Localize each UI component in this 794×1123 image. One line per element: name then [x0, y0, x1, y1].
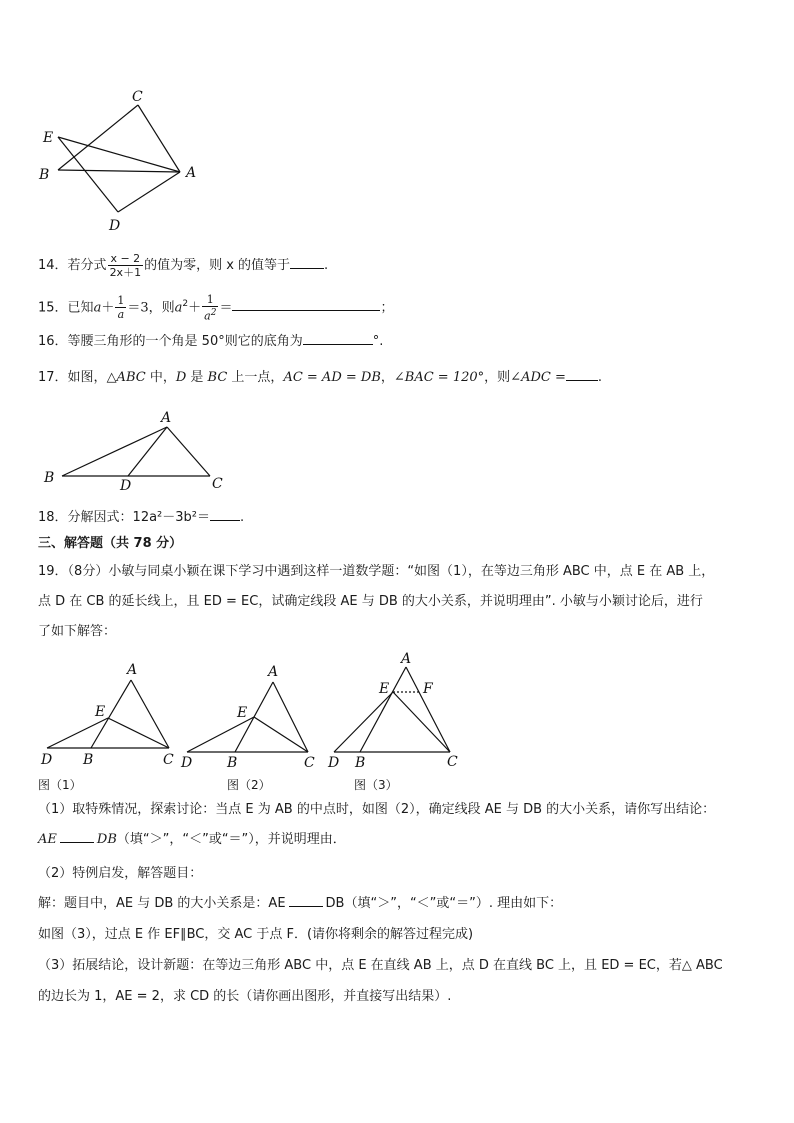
- q17-abc: △ABC: [106, 370, 146, 385]
- label-B: B: [227, 755, 238, 771]
- q15-sq1: 2: [182, 299, 189, 309]
- q15-eq3: ＝3: [127, 300, 149, 316]
- label-D: D: [328, 755, 340, 771]
- q14-number: 14．: [38, 258, 68, 273]
- label-C: C: [132, 89, 143, 105]
- q19-part1-line2: [38, 830, 346, 850]
- q17-eqs: AC = AD = DB: [283, 370, 381, 385]
- figure-19-1: [35, 660, 185, 792]
- label-F: F: [423, 681, 433, 697]
- segment-AD: [128, 427, 167, 476]
- label-A: A: [186, 165, 197, 181]
- question-18: [38, 508, 244, 528]
- segment-AC: [406, 667, 450, 752]
- q19-line2: 点 D 在 CB 的延长线上，且 ED = EC，试确定线段 AE 与 DB 的大小关系，并说明理由”. 小敏与小颖讨论后，进行: [38, 594, 703, 609]
- q15-frac1-den: a: [117, 308, 125, 322]
- label-D: D: [41, 752, 53, 768]
- q14-frac-den: 2x＋1: [109, 266, 142, 279]
- q17-t1: 如图，: [67, 370, 107, 385]
- q17-t2: 中，: [145, 370, 176, 385]
- question-15: [38, 293, 393, 323]
- q15-eq: ＝: [219, 300, 233, 316]
- q16-number: 16．: [38, 334, 68, 349]
- label-C: C: [304, 755, 315, 771]
- label-E: E: [43, 130, 54, 146]
- q19-p2-sol-post: DB（填“＞”，“＜”或“＝”）. 理由如下：: [325, 896, 563, 911]
- q14-blank[interactable]: [290, 256, 324, 269]
- segment-AB: [360, 667, 406, 752]
- figure-19-1-caption: 图（1）: [38, 778, 82, 792]
- label-B: B: [39, 167, 50, 183]
- question-17: [38, 368, 602, 388]
- q17-bc: BC: [207, 370, 228, 385]
- segment-BA: [58, 170, 180, 172]
- q19-line3: 了如下解答：: [38, 624, 117, 639]
- segment-AC: [131, 680, 169, 748]
- q15-end: ；: [380, 300, 394, 316]
- segment-CB: [58, 105, 138, 170]
- q15-frac2-a: a: [204, 309, 211, 323]
- segment-DE: [47, 718, 108, 748]
- q15-then: ，则: [148, 300, 175, 316]
- q19-p1-ae: AE: [38, 832, 57, 847]
- q15-sq2: 2: [210, 308, 217, 318]
- figure-17: [40, 408, 240, 493]
- q14-frac-num: x − 2: [108, 252, 144, 266]
- label-A: A: [161, 410, 172, 426]
- segment-ED: [58, 137, 118, 212]
- q19-p1-blank[interactable]: [60, 830, 94, 843]
- label-D: D: [181, 755, 193, 771]
- q19-part2-line3: 如图（3），过点 E 作 EF∥BC，交 AC 于点 F．(请你将剩余的解答过程完成): [38, 927, 474, 942]
- segment-DA: [118, 172, 180, 212]
- label-B: B: [355, 755, 366, 771]
- q18-text: 分解因式：12a²－3b²＝: [67, 510, 211, 525]
- q15-frac2: [202, 293, 218, 323]
- q17-t4: 上一点，: [227, 370, 284, 385]
- q15-blank[interactable]: [232, 298, 380, 311]
- label-A: A: [268, 664, 279, 680]
- q18-blank[interactable]: [210, 508, 240, 521]
- segment-AC: [167, 427, 210, 476]
- q17-t3: 是: [186, 370, 208, 385]
- segment-BA: [62, 427, 167, 476]
- q19-p1-db: DB: [96, 832, 117, 847]
- q17-number: 17．: [38, 370, 68, 385]
- figure-19-2: [175, 660, 325, 792]
- q14-post: 的值为零，则 x 的值等于: [144, 258, 291, 273]
- segment-DE: [334, 692, 393, 752]
- q17-blank[interactable]: [566, 368, 598, 381]
- q15-a2: a: [174, 300, 183, 316]
- label-B: B: [44, 470, 55, 486]
- q17-d: D: [175, 370, 187, 385]
- q17-angle: ∠BAC = 120°: [393, 370, 485, 385]
- segment-AC: [273, 682, 308, 752]
- label-B: B: [83, 752, 94, 768]
- label-C: C: [447, 754, 458, 770]
- label-E: E: [379, 681, 390, 697]
- q17-t5: ，: [380, 370, 394, 385]
- q19-part3-line2: 的边长为 1，AE = 2，求 CD 的长（请你画出图形，并直接写出结果）.: [38, 989, 452, 1004]
- q15-pre: 已知: [67, 300, 94, 316]
- label-C: C: [212, 476, 223, 492]
- q16-text: 等腰三角形的一个角是 50°则它的底角为: [67, 334, 303, 349]
- segment-EC: [393, 692, 450, 752]
- figure-19-2-caption: 图（2）: [227, 778, 271, 792]
- q17-end: .: [597, 370, 602, 385]
- q16-blank[interactable]: [303, 332, 373, 345]
- figure-19-3-svg: [322, 650, 472, 770]
- q19-part3-line1: （3）拓展结论，设计新题：在等边三角形 ABC 中，点 E 在直线 AB 上，点 D 在直线 BC 上，且 ED = EC，若△ ABC: [38, 958, 723, 973]
- q15-frac2-den: [202, 307, 218, 323]
- label-D: D: [109, 218, 121, 234]
- q15-frac2-num: 1: [202, 293, 218, 307]
- q15-plus2: ＋: [188, 300, 202, 316]
- label-E: E: [95, 704, 106, 720]
- q15-frac1-num: 1: [117, 294, 125, 308]
- q19-part1-line1: （1）取特殊情况，探索讨论：当点 E 为 AB 的中点时，如图（2），确定线段 AE 与 DB 的大小关系，请你写出结论：: [38, 802, 716, 817]
- q18-number: 18．: [38, 510, 68, 525]
- q19-line1: 19．（8分）小敏与同桌小颖在课下学习中遇到这样一道数学题：“如图（1），在等边三角形 ABC 中，点 E 在 AB 上，: [38, 564, 715, 579]
- label-A: A: [401, 651, 412, 667]
- q17-adc: ∠ADC =: [510, 370, 566, 385]
- label-E: E: [237, 705, 248, 721]
- figure-top: [30, 85, 220, 245]
- q19-part2-title: （2）特例启发，解答题目：: [38, 866, 203, 881]
- label-D: D: [120, 478, 132, 494]
- q15-number: 15．: [38, 300, 68, 316]
- q19-p1-rest: （填“＞”，“＜”或“＝”），并说明理由．: [116, 832, 346, 847]
- q15-a: a: [93, 300, 102, 316]
- label-C: C: [163, 752, 174, 768]
- q19-part2-line2: [38, 894, 562, 914]
- q15-frac1: [115, 294, 126, 321]
- q17-t6: ，则: [484, 370, 511, 385]
- segment-EC: [108, 718, 169, 748]
- question-14: [38, 252, 328, 279]
- q19-p2-blank[interactable]: [289, 894, 323, 907]
- q14-fraction: [108, 252, 144, 279]
- label-A: A: [127, 662, 138, 678]
- q16-end: °.: [372, 334, 384, 349]
- figure-19-1-svg: [35, 660, 185, 770]
- q14-pre: 若分式: [67, 258, 107, 273]
- q14-end: .: [324, 258, 329, 273]
- figure-17-svg: [40, 408, 240, 493]
- figure-19-3-caption: 图（3）: [354, 778, 398, 792]
- figure-top-svg: [30, 85, 220, 245]
- q19-p2-sol-pre: 解：题目中，AE 与 DB 的大小关系是：AE: [38, 896, 286, 911]
- figure-19-2-svg: [175, 660, 325, 770]
- section-3-title: 三、解答题（共 78 分）: [38, 536, 183, 551]
- q15-plus: ＋: [101, 300, 115, 316]
- question-16: [38, 332, 383, 352]
- q18-end: .: [240, 510, 245, 525]
- figure-19-3: [322, 650, 472, 792]
